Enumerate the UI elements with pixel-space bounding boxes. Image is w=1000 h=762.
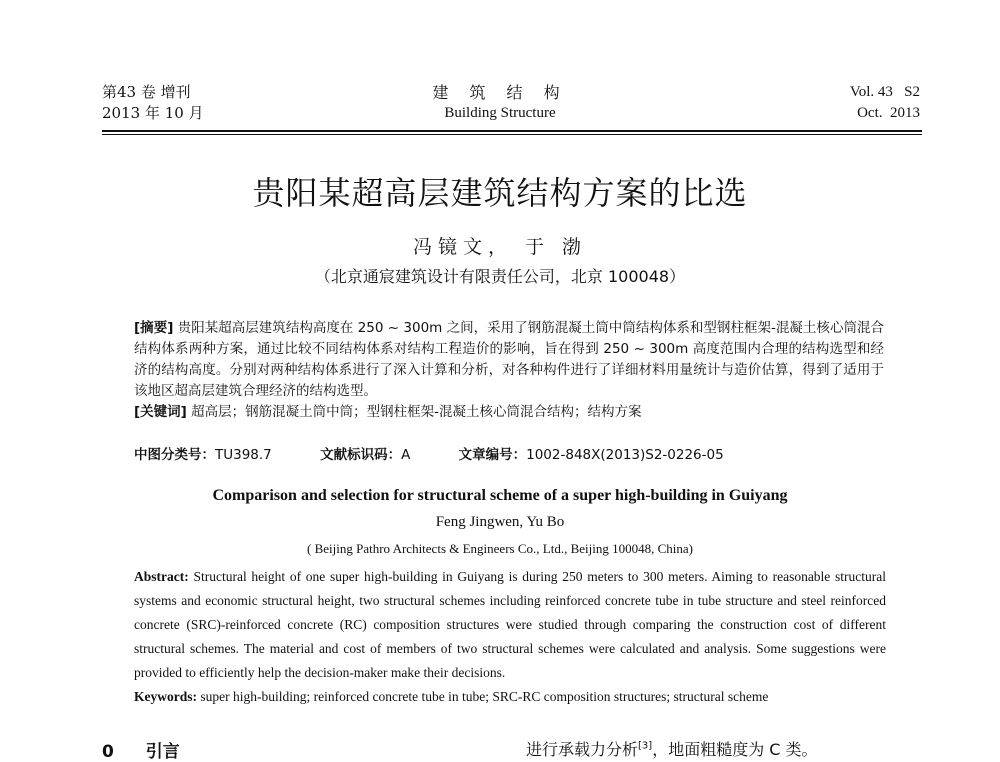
journal-date: 2013 年 10 月 [102, 104, 204, 122]
article-no-value: 1002-848X(2013)S2-0226-05 [526, 447, 724, 463]
english-title: Comparison and selection for structural scheme of a super high-building in Guiyang [212, 487, 788, 504]
right-column-text-end: ，地面粗糙度为 C 类。 [652, 740, 818, 759]
authors: 冯镜文， 于 渤 [412, 236, 588, 258]
abstract-en-text: Structural height of one super high-building in Guiyang is during 250 meters to 300 meters. Aiming to reasonable structural systems and economic structural height, two structural schemes including reinforced concrete tube in tube structure and steel reinforced concrete (SRC)-reinforced concrete (RC) composition structures were studied through comparing the construction cost of different structural schemes. The material and cost of members of two structural schemes were calculated and analysis. Some suggestions were provided to efficiently help the decision-maker make their decisions. [134, 569, 886, 680]
abstract-en-label: Abstract: [134, 569, 189, 584]
journal-volume-en-line: Vol. 43 S2 [849, 84, 920, 100]
header-rule-thick [102, 130, 922, 132]
journal-name-cn: 建 筑 结 构 [432, 83, 568, 102]
abstract-cn-text: 贵阳某超高层建筑结构高度在 250 ~ 300m 之间，采用了钢筋混凝土筒中筒结构体系和型钢柱框架-混凝土核心筒混合结构体系两种方案，通过比较不同结构体系对结构工程造价的影响，旨在得到 250 ~ 300m 高度范围内合理的结构选型和经济的结构高度。分别对两种结构体系进行了深入计算和分析，对各种构件进行了详细材料用量统计与造价估算，得到了适用于该地区超高层建筑合理经济的结构选型。 [134, 320, 884, 399]
article-no-label: 文章编号： [458, 447, 527, 463]
citation-ref: [3] [638, 740, 653, 752]
right-column-text-start: 进行承载力分析 [526, 740, 639, 759]
keywords-en-text: super high-building; reinforced concrete tube in tube; SRC-RC composition structures; structural scheme [200, 689, 769, 704]
abstract-cn-label: [摘要] [134, 320, 174, 336]
keywords-cn-text: 超高层；钢筋混凝土筒中筒；型钢柱框架-混凝土核心筒混合结构；结构方案 [191, 404, 642, 420]
section-number: 0 [102, 742, 114, 762]
doc-code-label: 文献标识码： [320, 447, 402, 463]
clc-value: TU398.7 [215, 447, 272, 463]
page-title: 贵阳某超高层建筑结构方案的比选 [252, 174, 748, 212]
abstract-cn [134, 318, 884, 423]
affiliation: （北京通宸建筑设计有限责任公司，北京 100048） [314, 267, 686, 286]
clc-label: 中图分类号： [134, 447, 215, 463]
keywords-cn-label: [关键词] [134, 404, 187, 420]
classification-meta [134, 443, 894, 463]
doc-code-value: A [401, 447, 411, 463]
english-authors: Feng Jingwen, Yu Bo [435, 514, 565, 530]
header-rule-thin [102, 134, 922, 135]
journal-date-en: Oct. 2013 [857, 105, 920, 121]
section-title: 引言 [145, 742, 180, 762]
journal-name-en: Building Structure [444, 105, 556, 121]
abstract-en [134, 565, 886, 709]
english-affiliation: ( Beijing Pathro Architects & Engineers Co., Ltd., Beijing 100048, China) [307, 541, 693, 556]
section-heading [102, 737, 180, 762]
journal-volume-issue: 第43 卷 增刊 [102, 83, 191, 101]
right-column-text [526, 737, 818, 760]
keywords-en-label: Keywords: [134, 689, 197, 704]
journal-volume-en [850, 82, 920, 124]
